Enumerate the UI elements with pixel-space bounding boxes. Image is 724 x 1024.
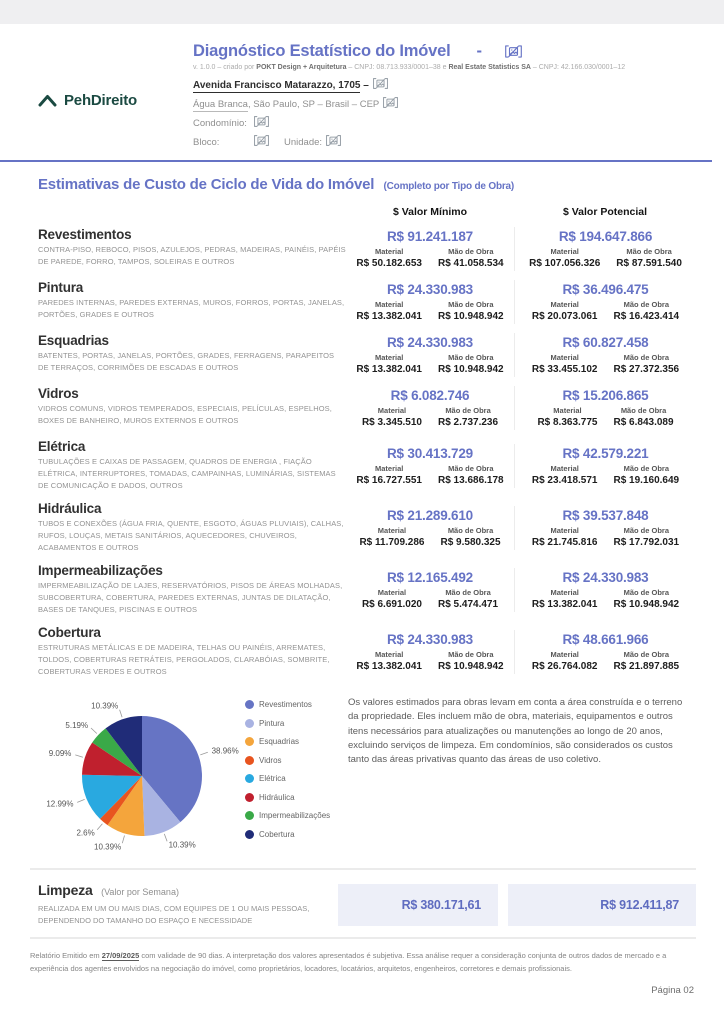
work-type-description: ESTRUTURAS METÁLICAS E DE MADEIRA, TELHAS OU PAINÉIS, ARREMATES, TOLDOS, COBERTURAS RETRÁTEIS, PERGOLADOS, CLARABÓIAS, SOMBRITE, COBERTURAS VERDES E OUTROS (38, 643, 330, 676)
work-type-title: Esquadrias (38, 333, 109, 348)
work-type-title: Hidráulica (38, 501, 102, 516)
min-labor-value: R$ 10.948.942 (438, 660, 504, 672)
potential-labor-value: R$ 27.372.356 (613, 364, 680, 375)
cleaning-title: Limpeza (38, 882, 93, 898)
potential-labor-value: R$ 87.591.540 (616, 258, 682, 269)
potential-material-value: R$ 13.382.041 (531, 598, 598, 610)
image-placeholder-icon (372, 77, 389, 90)
labor-label: Mão de Obra (448, 300, 494, 309)
work-type-title: Revestimentos (38, 227, 132, 242)
potential-total-value: R$ 42.579.221 (562, 445, 649, 461)
legend-label: Elétrica (259, 774, 286, 783)
legend-label: Impermeabilizações (259, 811, 331, 820)
block-label: Bloco: (193, 137, 220, 148)
min-total-value: R$ 30.413.729 (387, 445, 473, 461)
potential-material-value: R$ 20.073.061 (531, 311, 598, 322)
work-type-title: Impermeabilizações (38, 563, 163, 578)
cleaning-min-value: R$ 380.171,61 (401, 897, 481, 912)
pie-percentage-label: 2.6% (76, 828, 95, 838)
legend-item (245, 756, 340, 765)
city-state: , São Paulo, SP – Brasil – CEP (247, 99, 382, 110)
min-material-value: R$ 50.182.653 (356, 258, 422, 269)
brand-name: PehDireito (64, 91, 138, 109)
title-dash: - (476, 42, 482, 60)
labor-label: Mão de Obra (448, 353, 494, 362)
labor-label: Mão de Obra (623, 587, 670, 597)
work-type-cell (38, 501, 346, 554)
work-type-description: PAREDES INTERNAS, PAREDES EXTERNAS, MUROS, FORROS, PORTAS, JANELAS, PORTÕES, GRADES E OUTROS (38, 298, 345, 319)
pie-percentage-label: 5.19% (65, 720, 89, 730)
condo-line (193, 115, 708, 129)
min-total-value: R$ 21.289.610 (387, 507, 473, 523)
pie-label-leader (75, 755, 83, 757)
cost-row (38, 333, 696, 377)
report-page (0, 24, 712, 1012)
cost-row (38, 625, 696, 678)
potential-total-value: R$ 39.537.848 (562, 507, 649, 523)
legend-color-dot (245, 737, 254, 746)
labor-label: Mão de Obra (626, 247, 672, 256)
min-total-value: R$ 6.082.746 (390, 388, 470, 403)
labor-label: Mão de Obra (445, 406, 491, 415)
image-placeholder-icon (253, 115, 270, 128)
potential-total-value: R$ 60.827.458 (562, 335, 649, 350)
pie-label-leader (120, 710, 123, 718)
pie-label-leader (91, 728, 97, 734)
work-type-description: CONTRA-PISO, REBOCO, PISOS, AZULEJOS, PEDRAS, MADEIRAS, PAINÉIS, PAPÉIS DE PAREDE, FORRO, TAMPOS, SOLEIRAS E OUTROS (38, 245, 346, 266)
cost-table-header (38, 206, 696, 218)
material-label: Material (377, 525, 407, 535)
unit-label: Unidade: (284, 137, 323, 148)
page-number: Página 02 (651, 985, 694, 997)
labor-label: Mão de Obra (447, 525, 494, 535)
potential-total-value: R$ 24.330.983 (562, 569, 649, 585)
pie-label-leader (77, 799, 84, 802)
street-address: Avenida Francisco Matarazzo, 1705 (193, 80, 361, 91)
work-type-title: Elétrica (38, 439, 86, 454)
legend-label: Vidros (259, 755, 282, 765)
material-label: Material (375, 463, 404, 473)
report-header (0, 24, 712, 148)
accent-divider (0, 160, 712, 162)
work-type-description: TUBOS E CONEXÕES (ÁGUA FRIA, QUENTE, ESGOTO, ÁGUAS PLUVIAIS), CALHAS, RUFOS, LOUÇAS, METAIS SANITÁRIOS, AQUECEDORES, CHUVEIROS, ACABAMENTOS E OUTROS (38, 519, 344, 552)
cost-row (38, 386, 696, 430)
work-type-description: TUBULAÇÕES E CAIXAS DE PASSAGEM, QUADROS DE ENERGIA , FIAÇÃO ELÉTRICA, INTERRUPTORES, TOMADAS, CAMPAINHAS, LUMINÁRIAS, SISTEMAS DE COMUNICAÇÃO E DADOS, OUTROS (38, 457, 336, 490)
labor-label: Mão de Obra (623, 649, 670, 659)
version-prefix: v. 1.0.0 – criado por (193, 64, 257, 71)
column-header-min: $ Valor Mínimo (392, 206, 468, 218)
work-type-cell (38, 280, 346, 324)
district: Água Branca (193, 99, 248, 110)
potential-total-value: R$ 48.661.966 (562, 631, 649, 647)
cleaning-potential-value-box (508, 884, 696, 926)
potential-material-value: R$ 26.764.082 (531, 660, 598, 672)
labor-label: Mão de Obra (623, 300, 670, 309)
potential-labor-value: R$ 21.897.885 (613, 660, 680, 672)
labor-label: Mão de Obra (448, 463, 494, 473)
image-placeholder-icon (253, 134, 270, 147)
legend-label: Cobertura (259, 829, 295, 839)
brand-logo (38, 42, 193, 148)
pie-label-leader (122, 836, 124, 844)
legend-label: Pintura (259, 718, 285, 728)
min-total-value: R$ 12.165.492 (387, 569, 473, 585)
image-placeholder-icon (504, 44, 523, 59)
labor-label: Mão de Obra (620, 406, 667, 415)
issue-date: 27/09/2025 (101, 951, 140, 960)
legend-item (245, 793, 340, 802)
min-material-value: R$ 16.727.551 (356, 474, 422, 486)
pie-percentage-label: 38.96% (211, 746, 239, 756)
work-type-title: Vidros (38, 386, 79, 401)
cost-row (38, 439, 696, 492)
min-material-value: R$ 3.345.510 (361, 417, 422, 428)
min-labor-value: R$ 10.948.942 (438, 311, 504, 322)
potential-value-cell (514, 227, 696, 271)
min-total-value: R$ 24.330.983 (387, 631, 473, 647)
potential-value-cell (514, 630, 696, 674)
pie-label-leader (200, 752, 208, 755)
block-unit-line (193, 134, 708, 148)
work-type-description: IMPERMEABILIZAÇÃO DE LAJES, RESERVATÓRIOS, PISOS DE ÁREAS MOLHADAS, SUBCOBERTURA, COBERTURA, PAREDES EXTERNAS, JUNTAS DE DILATAÇÃO, BASES DE TANQUES, PISCINAS E OUTROS (38, 581, 343, 614)
legend-color-dot (245, 830, 254, 839)
chevron-up-icon (38, 94, 57, 107)
min-total-value: R$ 24.330.983 (387, 335, 473, 350)
legend-color-dot (245, 811, 254, 820)
potential-labor-value: R$ 19.160.649 (613, 474, 680, 486)
cost-distribution-pie-chart (30, 690, 245, 858)
min-material-value: R$ 13.382.041 (356, 364, 422, 375)
cost-row (38, 501, 696, 554)
potential-total-value: R$ 194.647.866 (558, 229, 653, 244)
section-subtitle: (Completo por Tipo de Obra) (383, 181, 515, 192)
min-value-cell (346, 333, 514, 377)
material-label: Material (375, 353, 404, 362)
min-labor-value: R$ 2.737.236 (438, 417, 499, 428)
condo-label: Condomínio: (193, 118, 247, 129)
material-label: Material (550, 300, 579, 309)
legend-item (245, 774, 340, 783)
material-label: Material (375, 300, 404, 309)
material-label: Material (375, 247, 404, 256)
potential-value-cell (514, 333, 696, 377)
section-title-text: Estimativas de Custo de Ciclo de Vida do Imóvel (38, 176, 375, 193)
pie-legend (245, 690, 340, 848)
material-label: Material (550, 649, 579, 659)
min-total-value: R$ 24.330.983 (387, 282, 473, 297)
legend-item (245, 700, 340, 709)
legend-item (245, 811, 340, 820)
column-header-potential: $ Valor Potencial (562, 206, 648, 218)
version-suffix: – CNPJ: 42.166.030/0001–12 (530, 64, 626, 71)
potential-material-value: R$ 33.455.102 (531, 364, 598, 375)
material-label: Material (377, 587, 407, 597)
work-type-description: BATENTES, PORTAS, JANELAS, PORTÕES, GRADES, FERRAGENS, PARAPEITOS DE TERRAÇOS, CORRIMÕES DE ESCADAS E OUTROS (38, 351, 335, 372)
material-label: Material (550, 353, 579, 362)
material-label: Material (377, 406, 407, 415)
company-name: Real Estate Statistics SA (448, 64, 531, 71)
pie-percentage-label: 10.39% (168, 840, 196, 850)
min-material-value: R$ 11.709.286 (359, 536, 425, 548)
image-placeholder-icon (382, 96, 399, 109)
work-type-cell (38, 563, 346, 616)
version-line (193, 64, 708, 71)
district-line (193, 96, 708, 110)
version-mid: – CNPJ: 08.713.933/0001–38 e (346, 64, 449, 71)
potential-labor-value: R$ 10.948.942 (613, 598, 680, 610)
pie-percentage-label: 10.39% (91, 701, 119, 711)
potential-value-cell (514, 280, 696, 324)
address-line (193, 77, 708, 91)
min-total-value: R$ 91.241.187 (387, 229, 473, 244)
window-top-margin (0, 0, 724, 24)
legend-color-dot (245, 700, 254, 709)
potential-labor-value: R$ 6.843.089 (613, 417, 674, 428)
potential-labor-value: R$ 17.792.031 (613, 536, 680, 548)
potential-value-cell (514, 506, 696, 550)
potential-value-cell (514, 386, 696, 430)
material-label: Material (553, 406, 582, 415)
pie-percentage-label: 12.99% (46, 799, 74, 809)
min-value-cell (346, 630, 514, 674)
work-type-cell (38, 625, 346, 678)
cleaning-potential-value: R$ 912.411,87 (600, 897, 679, 912)
disclaimer-prefix: Relatório Emitido em (30, 951, 102, 960)
company-name: POKT Design + Arquitetura (256, 64, 347, 71)
cleaning-description: REALIZADA EM UM OU MAIS DIAS, COM EQUIPES DE 1 OU MAIS PESSOAS, DEPENDENDO DO TAMANHO DO ESPAÇO E NECESSIDADE (38, 904, 310, 925)
section-title (38, 176, 696, 194)
potential-labor-value: R$ 16.423.414 (613, 311, 680, 322)
material-label: Material (550, 525, 579, 535)
min-material-value: R$ 6.691.020 (361, 598, 422, 610)
pie-percentage-label: 9.09% (48, 749, 72, 759)
work-type-description: VIDROS COMUNS, VIDROS TEMPERADOS, ESPECIAIS, PELÍCULAS, ESPELHOS, BOXES DE BANHEIRO, MUROS EXTERNOS E OUTROS (38, 404, 332, 425)
cleaning-min-value-box (338, 884, 498, 926)
potential-total-value: R$ 36.496.475 (562, 282, 649, 297)
cost-table (38, 227, 696, 678)
legend-item (245, 830, 340, 839)
potential-material-value: R$ 21.745.816 (531, 536, 598, 548)
min-material-value: R$ 13.382.041 (356, 660, 422, 672)
min-value-cell (346, 568, 514, 612)
document-title-row (193, 42, 708, 61)
min-value-cell (346, 386, 514, 430)
min-material-value: R$ 13.382.041 (356, 311, 422, 322)
legend-item (245, 737, 340, 746)
separator: – (360, 80, 372, 91)
min-labor-value: R$ 10.948.942 (438, 364, 504, 375)
cleaning-section (0, 870, 712, 927)
min-labor-value: R$ 5.474.471 (438, 598, 499, 610)
work-type-cell (38, 439, 346, 492)
legend-label: Revestimentos (259, 700, 312, 709)
legend-label: Hidráulica (259, 792, 295, 802)
work-type-cell (38, 333, 346, 377)
work-type-cell (38, 227, 346, 271)
cost-row (38, 227, 696, 271)
potential-material-value: R$ 8.363.775 (537, 417, 598, 428)
cost-row (38, 563, 696, 616)
pie-label-leader (164, 834, 167, 841)
cost-row (38, 280, 696, 324)
min-value-cell (346, 506, 514, 550)
distribution-section (0, 690, 712, 858)
legend-color-dot (245, 719, 254, 728)
material-label: Material (550, 247, 579, 256)
labor-label: Mão de Obra (623, 353, 670, 362)
material-label: Material (375, 649, 404, 659)
potential-value-cell (514, 568, 696, 612)
page-title: Diagnóstico Estatístico do Imóvel (193, 42, 451, 60)
labor-label: Mão de Obra (623, 525, 670, 535)
work-type-title: Pintura (38, 280, 84, 295)
image-placeholder-icon (325, 134, 342, 147)
material-label: Material (550, 587, 579, 597)
min-value-cell (346, 280, 514, 324)
min-labor-value: R$ 13.686.178 (438, 474, 504, 486)
cleaning-subtitle: (Valor por Semana) (101, 887, 179, 897)
valuation-notes: Os valores estimados para obras levam em conta a área construída e o terreno da propriedade. Eles incluem mão de obra, materiais, equipamentos e outros itens necessários para atualizações ou manutenções ao longo de 20 anos, excluindo serviços de limpeza. Em condomínios, são considerados os custos tanto das áreas privativas quanto das áreas de uso coletivo. (348, 697, 683, 765)
min-value-cell (346, 444, 514, 488)
labor-label: Mão de Obra (445, 587, 491, 597)
report-disclaimer (0, 939, 712, 975)
labor-label: Mão de Obra (623, 463, 670, 473)
potential-material-value: R$ 23.418.571 (531, 474, 598, 486)
work-type-cell (38, 386, 346, 430)
legend-label: Esquadrias (259, 737, 300, 746)
disclaimer-text: com validade de 90 dias. A interpretação dos valores apresentados é subjetiva. Essa análise requer a consideração conjunta de outros dados de mercado e a experiência dos agentes envolvidos na negociação do imóvel, como proprietários, locadores, locatários, arquitetos, engenheiros, corretores e demais profissionais. (30, 951, 667, 974)
material-label: Material (550, 463, 579, 473)
work-type-title: Cobertura (38, 625, 101, 640)
potential-value-cell (514, 444, 696, 488)
min-labor-value: R$ 41.058.534 (438, 258, 504, 269)
potential-material-value: R$ 107.056.326 (529, 258, 601, 269)
pie-label-leader (97, 824, 102, 830)
labor-label: Mão de Obra (448, 649, 494, 659)
min-labor-value: R$ 9.580.325 (440, 536, 501, 548)
pie-percentage-label: 10.39% (94, 842, 122, 852)
legend-color-dot (245, 793, 254, 802)
potential-total-value: R$ 15.206.865 (562, 388, 649, 403)
legend-color-dot (245, 774, 254, 783)
legend-item (245, 719, 340, 728)
min-value-cell (346, 227, 514, 271)
labor-label: Mão de Obra (448, 247, 494, 256)
legend-color-dot (245, 756, 254, 765)
